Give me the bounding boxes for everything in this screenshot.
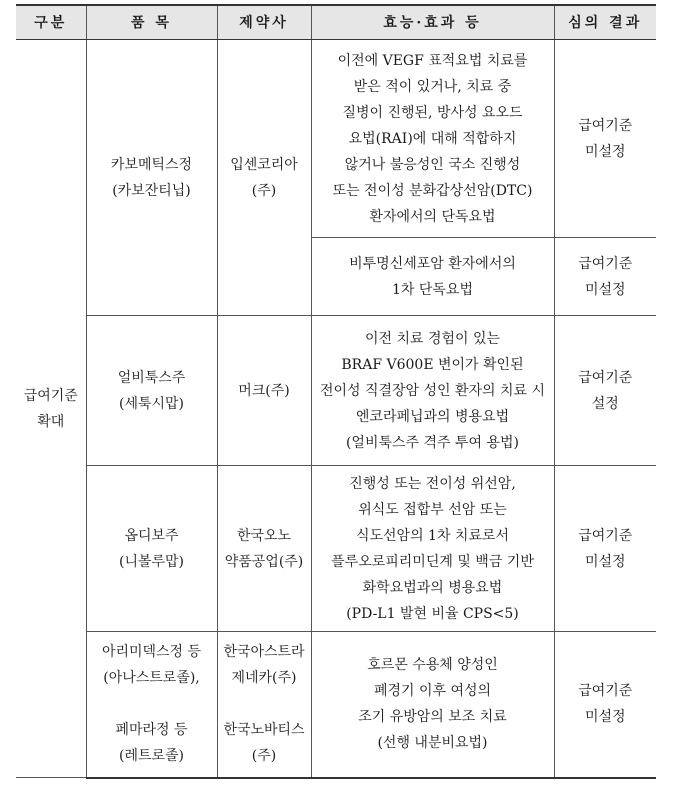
effect-cell: 비투명신세포암 환자에서의 1차 단독요법	[311, 238, 554, 316]
table-row	[16, 316, 656, 466]
company-cell: 한국오노 약품공업(주)	[217, 466, 311, 632]
effect-cell: 진행성 또는 전이성 위선암, 위식도 접합부 선암 또는 식도선암의 1차 치료로서 플루오로피리미딘계 및 백금 기반 화학요법과의 병용요법 (PD-L1 발현 비율 CPS<5)	[311, 466, 554, 632]
drug-review-table	[16, 4, 656, 779]
company-cell: 머크(주)	[217, 316, 311, 466]
effect-cell: 이전에 VEGF 표적요법 치료를 받은 적이 있거나, 치료 중 질병이 진행된, 방사성 요오드 요법(RAI)에 대해 적합하지 않거나 불응성인 국소 진행성 또는 전이성 분화갑상선암(DTC) 환자에서의 단독요법	[311, 40, 554, 238]
product-cell: 얼비툭스주 (세툭시맙)	[86, 316, 217, 466]
product-cell: 아리미덱스정 등 (아나스트로졸), 페마라정 등 (레트로졸)	[86, 632, 217, 778]
header-company: 제약사	[217, 5, 311, 40]
result-cell: 급여기준 미설정	[554, 40, 656, 238]
header-result: 심의 결과	[554, 5, 656, 40]
result-cell: 급여기준 미설정	[554, 632, 656, 778]
effect-cell: 이전 치료 경험이 있는 BRAF V600E 변이가 확인된 전이성 직결장암 성인 환자의 치료 시 엔코라페닙과의 병용요법 (얼비툭스주 격주 투여 용법)	[311, 316, 554, 466]
header-category: 구분	[16, 5, 86, 40]
product-cell: 카보메틱스정 (카보잔티닙)	[86, 40, 217, 316]
table-row	[16, 40, 656, 238]
category-cell: 급여기준 확대	[16, 40, 86, 778]
header-product: 품 목	[86, 5, 217, 40]
table-header-row	[16, 5, 656, 40]
result-cell: 급여기준 미설정	[554, 238, 656, 316]
effect-cell: 호르몬 수용체 양성인 폐경기 이후 여성의 조기 유방암의 보조 치료 (선행 내분비요법)	[311, 632, 554, 778]
product-cell: 옵디보주 (니볼루맙)	[86, 466, 217, 632]
table-row	[16, 466, 656, 632]
company-cell: 한국아스트라 제네카(주) 한국노바티스 (주)	[217, 632, 311, 778]
company-cell: 입센코리아 (주)	[217, 40, 311, 316]
header-effect: 효능·효과 등	[311, 5, 554, 40]
table-row	[16, 632, 656, 778]
result-cell: 급여기준 설정	[554, 316, 656, 466]
result-cell: 급여기준 미설정	[554, 466, 656, 632]
